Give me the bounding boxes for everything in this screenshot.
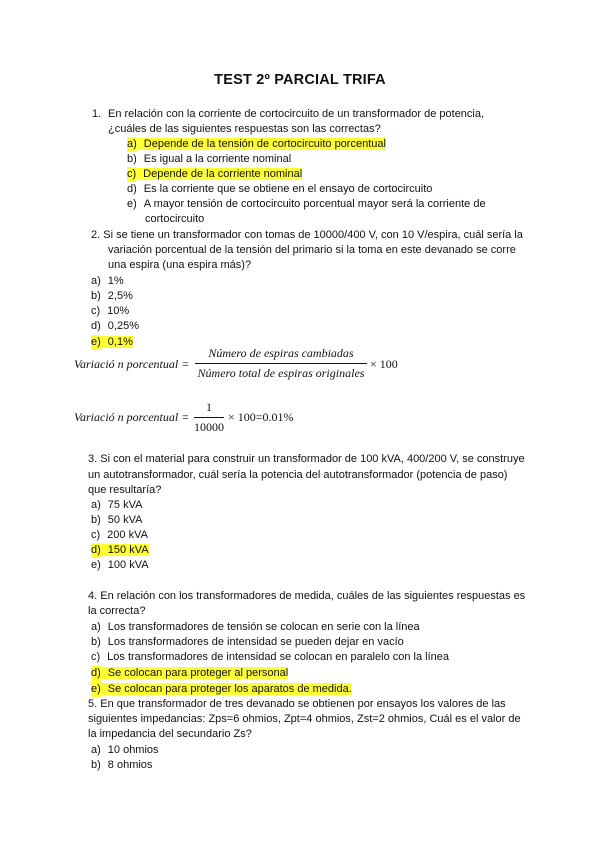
question-text: la impedancia del secundario Zs? [88, 728, 252, 740]
formula-numerator: Número de espiras cambiadas [208, 346, 354, 360]
answer-option-d: d) Se colocan para proteger al personal [91, 667, 289, 679]
answer-option-e-continued: cortocircuito [145, 213, 205, 225]
answer-option-e: e) 100 kVA [91, 559, 149, 571]
question-text: 4. En relación con los transformadores de medida, cuáles de las siguientes respuestas es [88, 590, 526, 602]
question-text: 5. En que transformador de tres devanado se obtienen por ensayos los valores de las [88, 698, 506, 710]
answer-option-a: a) 1% [91, 275, 124, 287]
answer-option-c: c) 10% [91, 305, 130, 317]
question-number: 1. [92, 108, 102, 120]
answer-option-b: b) Es igual a la corriente nominal [127, 153, 292, 165]
question-text: variación porcentual de la tensión del primario si la toma en este devanado se corre [108, 244, 516, 256]
question-text: un autotransformador, cuál sería la potencia del autotransformador (potencia de paso) [88, 469, 508, 481]
formula-result-value: × 100=0.01% [228, 410, 294, 424]
question-text: 3. Si con el material para construir un transformador de 100 kVA, 400/200 V, se construye [88, 453, 525, 465]
formula-denominator: 10000 [194, 420, 224, 434]
formula-denominator: Número total de espiras originales [197, 366, 365, 380]
formula-multiplier: × 100 [370, 357, 398, 371]
question-text: ¿cuáles de las siguientes respuestas son las correctas? [108, 123, 381, 135]
formula-lhs: Variació n porcentual = [74, 410, 190, 424]
answer-option-a: a) Los transformadores de tensión se colocan en serie con la línea [91, 621, 420, 633]
formula-fraction [195, 346, 367, 381]
page-title: TEST 2º PARCIAL TRIFA [214, 72, 386, 88]
answer-option-e: e) Se colocan para proteger los aparatos de medida. [91, 683, 352, 695]
answer-option-b: b) 50 kVA [91, 514, 143, 526]
answer-option-d: d) Es la corriente que se obtiene en el ensayo de cortocircuito [127, 183, 433, 195]
answer-option-d: d) 0,25% [91, 320, 139, 332]
answer-option-c: c) Depende de la corriente nominal [127, 168, 303, 180]
question-text: la correcta? [88, 605, 146, 617]
question-text: que resultaría? [88, 484, 162, 496]
question-text: En relación con la corriente de cortocircuito de un transformador de potencia, [108, 108, 485, 120]
fraction-bar [194, 417, 224, 418]
formula-lhs: Variació n porcentual = [74, 357, 190, 371]
question-text: siguientes impedancias: Zps=6 ohmios, Zpt=4 ohmios, Zst=2 ohmios, Cuál es el valor de [88, 713, 521, 725]
answer-option-b: b) 2,5% [91, 290, 133, 302]
answer-option-b: b) 8 ohmios [91, 759, 153, 771]
answer-option-e: e) 0,1% [91, 336, 133, 348]
answer-option-b: b) Los transformadores de intensidad se pueden dejar en vacío [91, 636, 404, 648]
answer-option-c: c) Los transformadores de intensidad se colocan en paralelo con la línea [91, 651, 449, 663]
question-text: 2. Si se tiene un transformador con tomas de 10000/400 V, con 10 V/espira, cuál sería la [91, 229, 523, 241]
question-text: una espira (una espira más)? [108, 259, 252, 271]
answer-option-e: e) A mayor tensión de cortocircuito porcentual mayor será la corriente de [127, 198, 486, 210]
formula-fraction [194, 400, 224, 435]
formula-numerator: 1 [206, 400, 212, 414]
fraction-bar [195, 363, 367, 364]
answer-option-c: c) 200 kVA [91, 529, 148, 541]
answer-option-a: a) 10 ohmios [91, 744, 159, 756]
answer-option-d: d) 150 kVA [91, 544, 149, 556]
answer-option-a: a) Depende de la tensión de cortocircuito porcentual [127, 138, 386, 150]
answer-option-a: a) 75 kVA [91, 499, 143, 511]
